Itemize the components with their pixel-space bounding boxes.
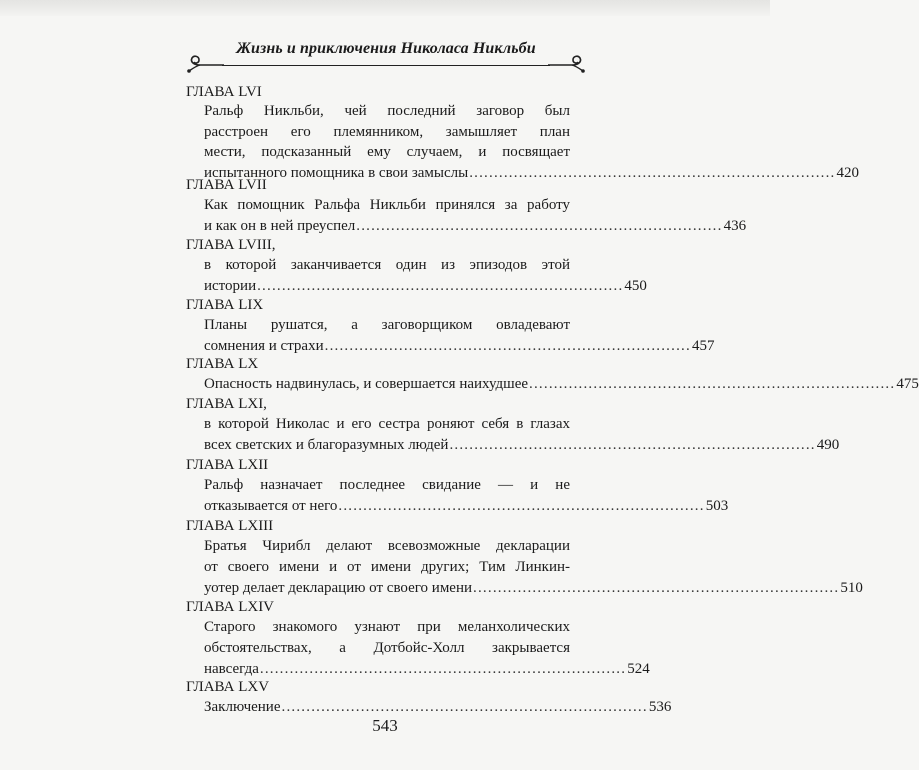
- chapter-title-line: Братья Чирибл делают всевозможные декларации: [204, 538, 570, 554]
- chapter-heading: ГЛАВА LXV: [186, 679, 270, 695]
- chapter-title-line: в которой заканчивается один из эпизодов этой: [204, 257, 570, 273]
- chapter-heading: ГЛАВА LVII: [186, 177, 267, 193]
- chapter-title-line: обстоятельствах, а Дотбойс-Холл закрывается: [204, 640, 570, 656]
- page-ref: 536: [648, 699, 672, 715]
- dot-leader: ..........................................................................: [259, 661, 627, 677]
- toc-entry: [186, 82, 860, 181]
- chapter-title-last-line: [204, 276, 647, 297]
- toc-entry: [186, 455, 729, 514]
- chapter-title-line: Ральф Никльби, чей последний заговор был: [204, 103, 570, 119]
- chapter-title-last-line: [204, 216, 747, 237]
- running-header: [186, 38, 586, 78]
- page-ref: 524: [627, 661, 650, 677]
- dot-leader: ..........................................................................: [449, 437, 816, 453]
- toc-entry: [186, 394, 840, 453]
- chapter-heading: ГЛАВА LXIV: [186, 599, 275, 615]
- toc-entry: [186, 175, 747, 234]
- chapter-title-line: в которой Николас и его сестра роняют себя в глазах: [204, 416, 570, 432]
- chapter-title-line: отказывается от него: [204, 498, 338, 514]
- chapter-title-line: Опасность надвинулась, и совершается наихудшее: [204, 376, 529, 392]
- chapter-title-line: от своего имени и от имени других; Тим Линкин-: [204, 559, 570, 575]
- chapter-heading: ГЛАВА LIX: [186, 297, 264, 313]
- chapter-title-line: Старого знакомого узнают при меланхолических: [204, 619, 570, 635]
- chapter-title-line: и как он в ней преуспел: [204, 218, 356, 234]
- chapter-heading: ГЛАВА LXII: [186, 457, 269, 473]
- page-ref: 490: [816, 437, 840, 453]
- chapter-heading: ГЛАВА LX: [186, 356, 259, 372]
- chapter-title-last-line: [204, 496, 729, 517]
- chapter-title-line: сомнения и страхи: [204, 338, 324, 354]
- toc-entry: [186, 516, 863, 596]
- page-edge: [0, 0, 770, 16]
- chapter-heading: ГЛАВА LVI: [186, 84, 262, 100]
- chapter-title-line: Заключение: [204, 699, 281, 715]
- toc-entry: [186, 295, 715, 354]
- dot-leader: ..........................................................................: [257, 278, 624, 294]
- dot-leader: ..........................................................................: [469, 165, 836, 181]
- dot-leader: ..........................................................................: [281, 699, 648, 715]
- chapter-title-line: навсегда: [204, 661, 259, 677]
- chapter-title-line: расстроен его племянником, замышляет план: [204, 124, 570, 140]
- page-ref: 420: [836, 165, 860, 181]
- chapter-title-last-line: [204, 697, 672, 718]
- dot-leader: ..........................................................................: [529, 376, 896, 392]
- dot-leader: ..........................................................................: [324, 338, 691, 354]
- page-ref: 475: [896, 376, 919, 392]
- chapter-title-line: испытанного помощника в свои замыслы: [204, 165, 469, 181]
- page-ref: 510: [840, 580, 863, 596]
- chapter-title-last-line: [204, 435, 840, 456]
- chapter-heading: ГЛАВА LVIII,: [186, 237, 276, 253]
- chapter-title-line: уотер делает декларацию от своего имени: [204, 580, 473, 596]
- chapter-title-line: мести, подсказанный ему случаем, и посвящает: [204, 144, 570, 160]
- page-ref: 450: [624, 278, 647, 294]
- header-rule: [222, 65, 550, 66]
- chapter-heading: ГЛАВА LXIII: [186, 518, 274, 534]
- chapter-title-line: всех светских и благоразумных людей: [204, 437, 449, 453]
- toc-entry: [186, 677, 672, 715]
- page-ref: 436: [723, 218, 747, 234]
- toc-entry: [186, 597, 650, 677]
- chapter-title-line: истории: [204, 278, 257, 294]
- toc-entry: [186, 235, 647, 294]
- flourish-right-icon: [546, 52, 586, 76]
- page-ref: 457: [691, 338, 715, 354]
- chapter-title-line: Ральф назначает последнее свидание — и не: [204, 477, 570, 493]
- chapter-title-line: Планы рушатся, а заговорщиком овладевают: [204, 317, 570, 333]
- toc-entry: [186, 354, 919, 392]
- chapter-title-line: Как помощник Ральфа Никльби принялся за работу: [204, 197, 570, 213]
- running-header-title: Жизнь и приключения Николаса Никльби: [236, 40, 536, 57]
- chapter-heading: ГЛАВА LXI,: [186, 396, 267, 412]
- dot-leader: ..........................................................................: [473, 580, 840, 596]
- chapter-title-last-line: [204, 578, 863, 599]
- page-ref: 503: [705, 498, 729, 514]
- chapter-title-last-line: [204, 374, 919, 395]
- page-number: 543: [372, 716, 398, 735]
- dot-leader: ..........................................................................: [356, 218, 723, 234]
- dot-leader: ..........................................................................: [338, 498, 705, 514]
